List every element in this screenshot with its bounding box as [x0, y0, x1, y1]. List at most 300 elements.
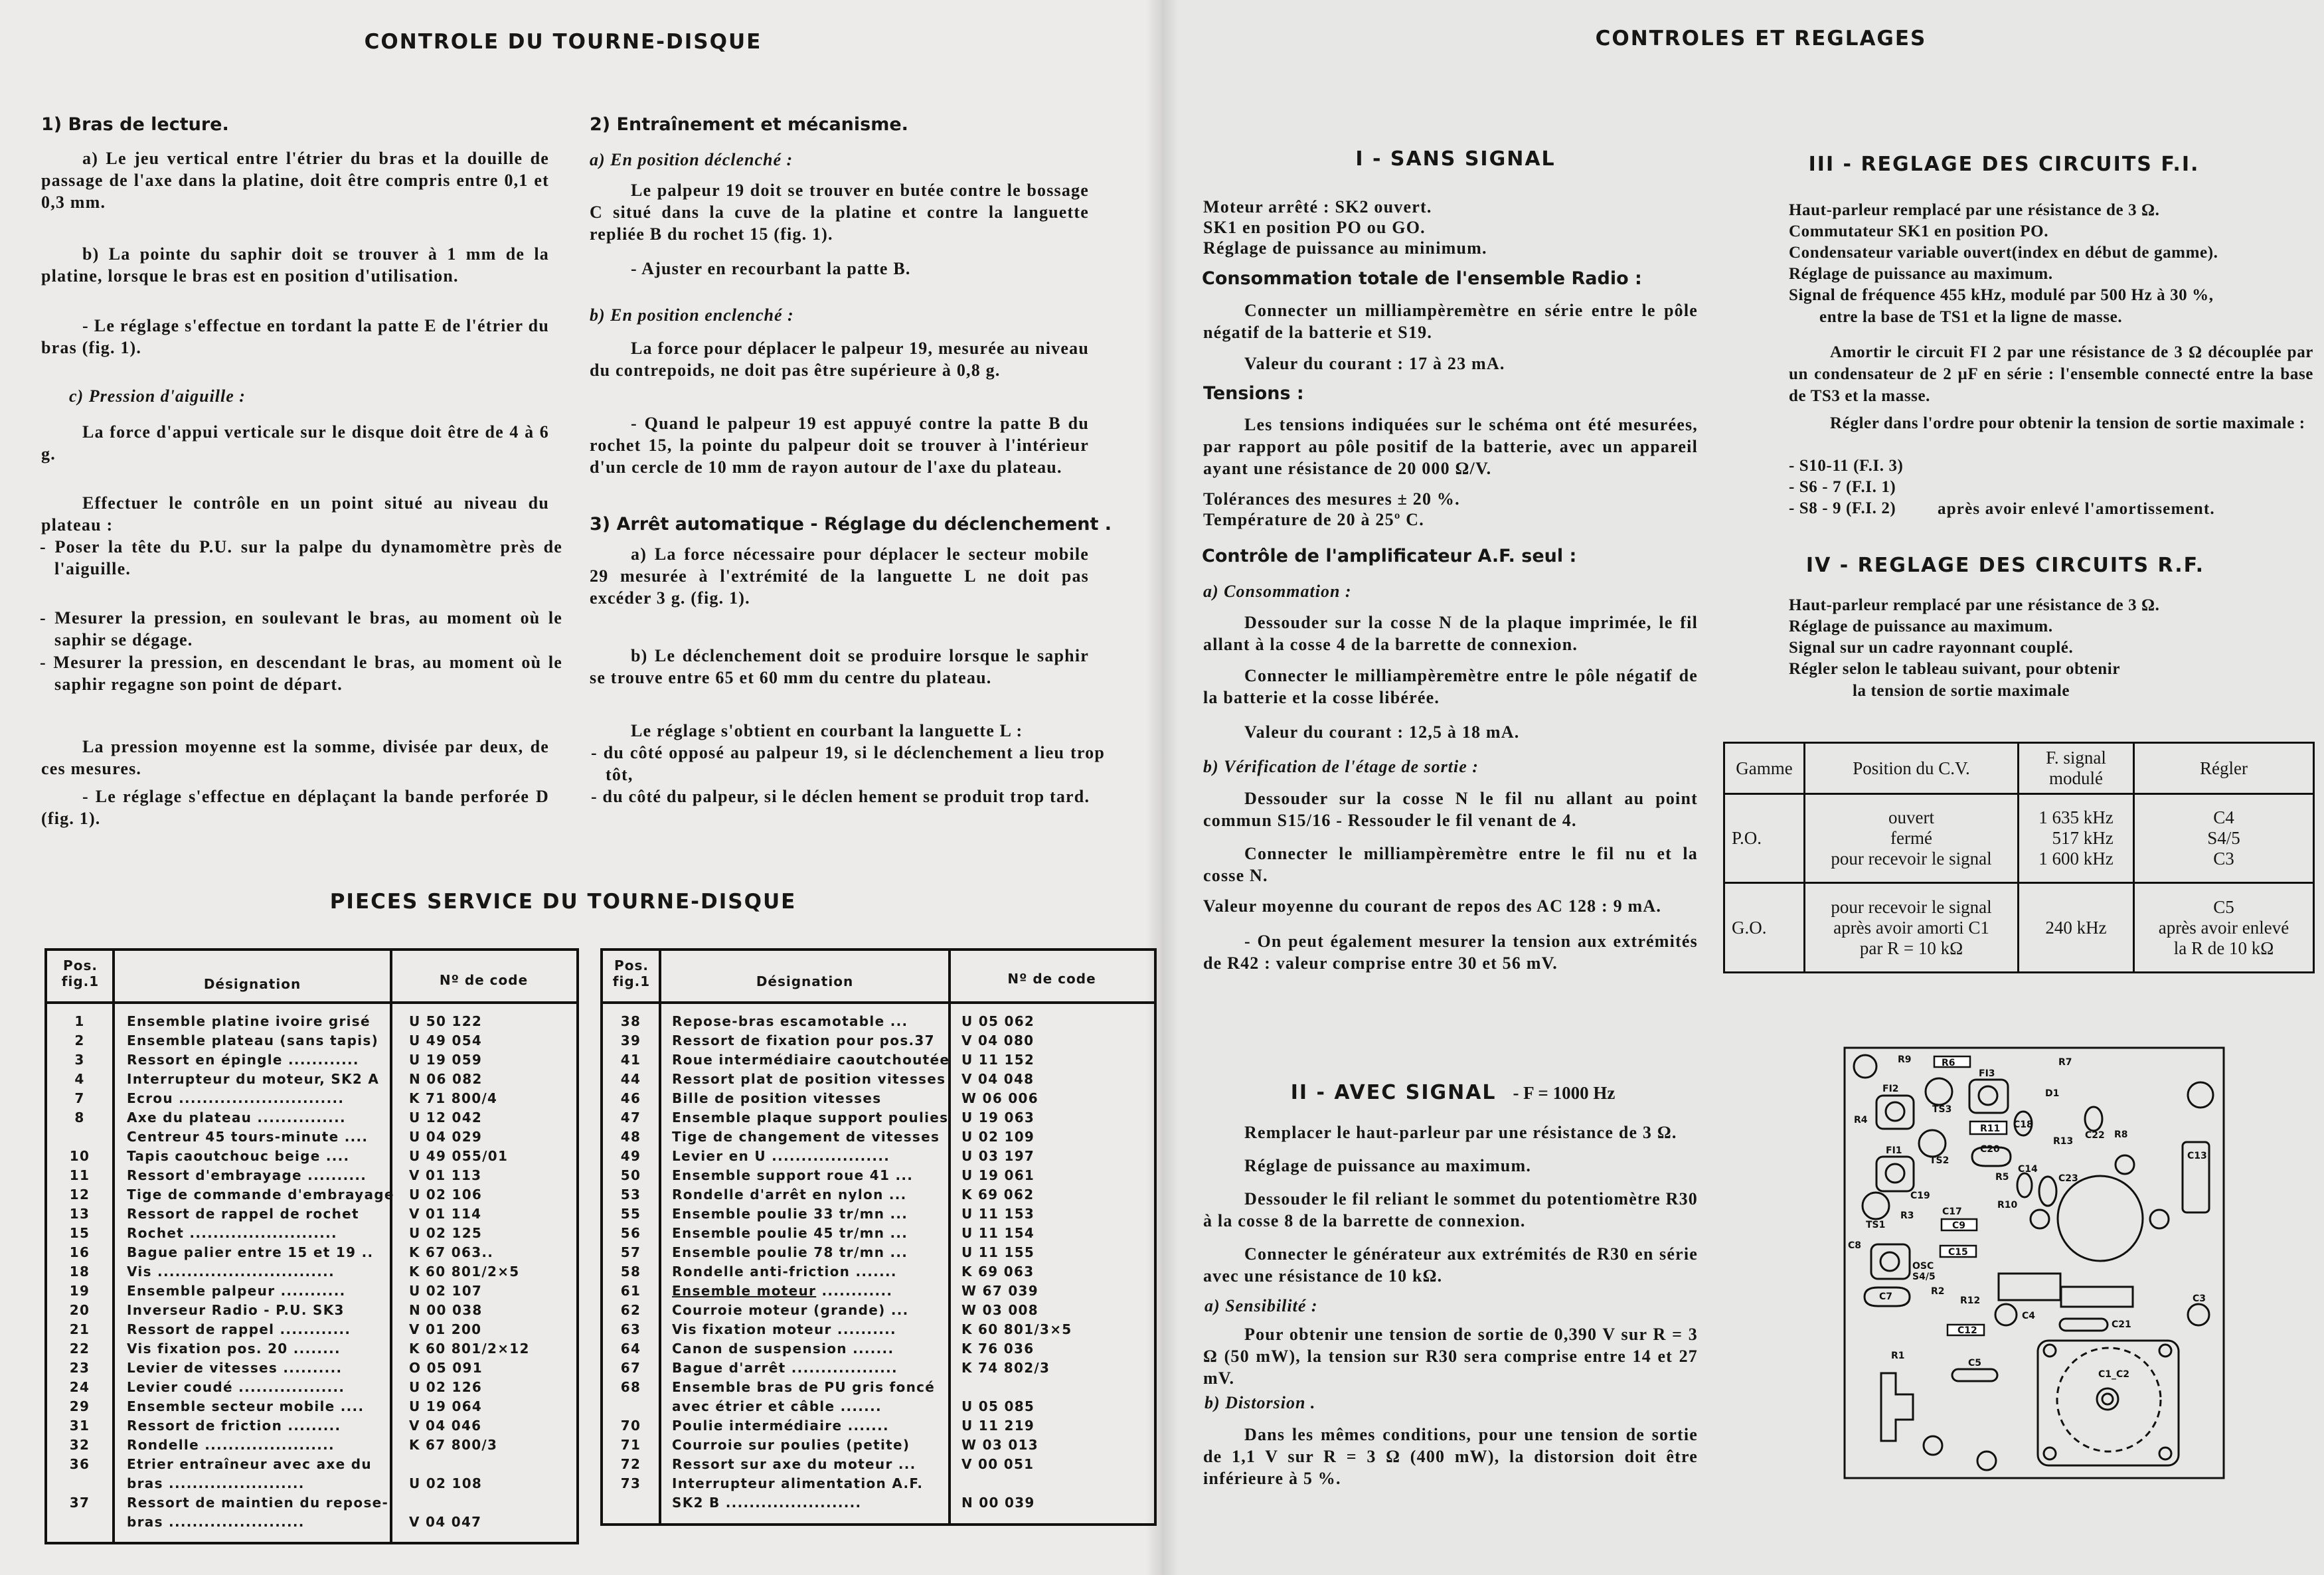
code-cell: U 02 125: [409, 1225, 483, 1241]
table-row: [603, 1493, 1154, 1513]
table-row: [47, 1397, 576, 1416]
current-value: Valeur du courant : 17 à 23 mA.: [1244, 354, 1505, 373]
code-cell: U 02 107: [409, 1283, 483, 1299]
paragraph: Remplacer le haut-parleur par une résistance de 3 Ω.: [1244, 1123, 1677, 1142]
subheading: b) En position enclenché :: [590, 305, 794, 325]
pos-cell: 20: [69, 1302, 90, 1318]
section-1-heading: 1) Bras de lecture.: [41, 114, 229, 135]
pos-cell: 32: [69, 1437, 90, 1453]
paragraph: Moteur arrêté : SK2 ouvert. SK1 en position PO ou GO. Réglage de puissance au minimum.: [1203, 197, 1487, 258]
current-value: Valeur du courant : 12,5 à 18 mA.: [1244, 722, 1520, 742]
pos-cell: 11: [69, 1167, 90, 1183]
header-code: Nº de code: [1007, 971, 1096, 987]
table-row: [47, 1493, 576, 1513]
code-cell: K 67 063..: [409, 1244, 494, 1260]
svg-text:R11: R11: [1980, 1123, 2001, 1134]
svg-text:OSC: OSC: [1912, 1261, 1934, 1272]
designation-cell: Rondelle ......................: [127, 1437, 335, 1453]
table-row: [603, 1320, 1154, 1339]
header-designation: Désignation: [756, 973, 854, 989]
pos-cell: 38: [620, 1013, 641, 1029]
designation-cell: Ressort d'embrayage ..........: [127, 1167, 367, 1183]
component-labels: [1848, 1054, 2207, 1380]
svg-text:C17: C17: [1942, 1206, 1962, 1217]
designation-cell: Ensemble secteur mobile ....: [127, 1398, 365, 1414]
table-row: [47, 1455, 576, 1474]
designation-cell: Ensemble plateau (sans tapis): [127, 1033, 379, 1048]
pos-cell: 37: [69, 1495, 90, 1511]
code-cell: U 05 085: [961, 1398, 1035, 1414]
svg-text:R10: R10: [1997, 1200, 2018, 1210]
svg-text:R7: R7: [2058, 1057, 2072, 1068]
designation-cell: Ressort de maintien du repose-: [127, 1495, 389, 1511]
svg-text:R4: R4: [1854, 1115, 1868, 1125]
parts-table-1: [44, 948, 579, 1544]
subheading: a) Sensibilité :: [1204, 1296, 1318, 1315]
svg-text:C7: C7: [1879, 1291, 1893, 1302]
svg-text:TS1: TS1: [1866, 1220, 1886, 1230]
paragraph: Dessouder sur la cosse N de la plaque imprimée, le fil allant à la cosse 4 de la barrette de connexion.: [1203, 613, 1698, 654]
table-body: [47, 1012, 576, 1532]
pos-cell: 15: [69, 1225, 90, 1241]
table-row: [47, 1262, 576, 1282]
code-cell: K 60 801/2×12: [409, 1341, 530, 1357]
section-2-heading: 2) Entraînement et mécanisme.: [590, 114, 908, 135]
paragraph: La force d'appui verticale sur le disque doit être de 4 à 6 g.: [41, 422, 549, 463]
designation-cell: Vis fixation pos. 20 ........: [127, 1341, 341, 1357]
designation-cell: Vis ..............................: [127, 1264, 335, 1280]
designation-cell: Centreur 45 tours-minute ....: [127, 1129, 369, 1145]
code-cell: K 60 801/3×5: [961, 1321, 1072, 1337]
designation-cell: Levier de vitesses ..........: [127, 1360, 343, 1376]
code-cell: U 19 064: [409, 1398, 483, 1414]
code-cell: V 04 048: [961, 1071, 1035, 1087]
pos-cell: 39: [620, 1033, 641, 1048]
designation-cell: bras .......................: [127, 1514, 305, 1530]
designation-cell: Ressort plat de position vitesses: [672, 1071, 946, 1087]
pos-cell: 62: [620, 1302, 641, 1318]
svg-text:R13: R13: [2053, 1136, 2074, 1147]
code-cell: N 00 039: [961, 1495, 1035, 1511]
svg-text:R8: R8: [2114, 1129, 2128, 1140]
table-row: [603, 1185, 1154, 1204]
code-cell: U 05 062: [961, 1013, 1035, 1029]
paragraph: - Le réglage s'effectue en déplaçant la bande perforée D (fig. 1).: [41, 787, 549, 828]
header-regler: Régler: [2200, 758, 2248, 778]
paragraph: b) Le déclenchement doit se produire lorsque le saphir se trouve entre 65 et 60 mm du centre du plateau.: [590, 646, 1089, 687]
header-pos: Pos. fig.1: [61, 957, 100, 989]
pos-cell: 18: [69, 1264, 90, 1280]
subheading: Consommation totale de l'ensemble Radio :: [1202, 268, 1642, 289]
svg-text:C14: C14: [2018, 1164, 2038, 1175]
pos-cell: 8: [74, 1110, 85, 1125]
pos-cell: 12: [69, 1187, 90, 1202]
cell-signal: 1 635 kHz 517 kHz 1 600 kHz: [2038, 807, 2114, 869]
pos-cell: 19: [69, 1283, 90, 1299]
table-row: [47, 1513, 576, 1532]
table-row: [47, 1166, 576, 1185]
code-cell: W 67 039: [961, 1283, 1038, 1299]
code-cell: N 06 082: [409, 1071, 483, 1087]
paragraph: après avoir enlevé l'amortissement.: [1938, 500, 2215, 518]
designation-cell: Courroie sur poulies (petite): [672, 1437, 910, 1453]
designation-cell: Bague palier entre 15 et 19 ..: [127, 1244, 374, 1260]
pos-cell: 70: [620, 1418, 641, 1434]
pos-cell: 16: [69, 1244, 90, 1260]
pos-cell: 2: [74, 1033, 85, 1048]
paragraph: - Le réglage s'effectue en tordant la patte E de l'étrier du bras (fig. 1).: [41, 316, 549, 357]
pos-cell: 24: [69, 1379, 90, 1395]
list-item: - Poser la tête du P.U. sur la palpe du dynamomètre près de l'aiguille.: [40, 537, 562, 578]
paragraph: Haut-parleur remplacé par une résistance de 3 Ω. Commutateur SK1 en position PO. Condensateur variable ouvert(index en début de gamme). Réglage de puissance au maximum. Signal de fréquence 455 kHz, modulé par 500 Hz à 30 %,: [1789, 201, 2218, 304]
table-row: [603, 1147, 1154, 1166]
header-code: Nº de code: [439, 972, 529, 988]
section-3-heading: 3) Arrêt automatique - Réglage du déclenchement .: [590, 514, 1112, 535]
pos-cell: 21: [69, 1321, 90, 1337]
right-page-title: CONTROLES ET REGLAGES: [1595, 27, 1927, 50]
paragraph: La pression moyenne est la somme, divisée par deux, de ces mesures.: [41, 737, 549, 778]
code-cell: U 02 108: [409, 1475, 483, 1491]
section-i-heading: I - SANS SIGNAL: [1355, 147, 1556, 171]
paragraph: - Quand le palpeur 19 est appuyé contre la patte B du rochet 15, la pointe du palpeur doit se trouver à l'intérieur d'un cercle de 10 mm de rayon autour de l'axe du plateau.: [590, 414, 1089, 477]
designation-cell: Interrupteur du moteur, SK2 A: [127, 1071, 380, 1087]
table-row: [603, 1031, 1154, 1050]
svg-text:S4/5: S4/5: [1912, 1272, 1936, 1282]
pos-cell: 41: [620, 1052, 641, 1068]
subheading: c) Pression d'aiguille :: [69, 386, 246, 406]
section-ii-frequency: - F = 1000 Hz: [1513, 1083, 1616, 1103]
table-row: [603, 1455, 1154, 1474]
code-cell: U 02 109: [961, 1129, 1035, 1145]
pos-cell: 58: [620, 1264, 641, 1280]
paragraph: Dessouder sur la cosse N le fil nu allant au point commun S15/16 - Ressouder le fil venant de 4.: [1203, 789, 1698, 830]
code-cell: U 11 154: [961, 1225, 1035, 1241]
svg-text:FI1: FI1: [1886, 1145, 1902, 1156]
table-row: [603, 1070, 1154, 1089]
table-row: [47, 1359, 576, 1378]
underlined-text: Ensemble moteur: [672, 1283, 817, 1299]
code-cell: K 67 800/3: [409, 1437, 498, 1453]
pos-cell: 67: [620, 1360, 641, 1376]
paragraph: Connecter le milliampèremètre entre le pôle négatif de la batterie et la cosse libérée.: [1203, 666, 1698, 707]
left-page-title: CONTROLE DU TOURNE-DISQUE: [364, 30, 762, 54]
code-cell: U 11 152: [961, 1052, 1035, 1068]
table-row: [47, 1031, 576, 1050]
current-value: Valeur moyenne du courant de repos des AC 128 : 9 mA.: [1203, 896, 1662, 916]
designation-cell: Repose-bras escamotable ...: [672, 1013, 908, 1029]
paragraph: b) La pointe du saphir doit se trouver à 1 mm de la platine, lorsque le bras est en position d'utilisation.: [41, 244, 549, 286]
table-row: [47, 1243, 576, 1262]
table-row: [603, 1397, 1154, 1416]
header-gamme: Gamme: [1736, 758, 1793, 778]
pos-cell: 4: [74, 1071, 85, 1087]
table-row: [47, 1147, 576, 1166]
code-cell: N 00 038: [409, 1302, 483, 1318]
pos-cell: 46: [620, 1090, 641, 1106]
code-cell: V 01 113: [409, 1167, 482, 1183]
svg-text:C22: C22: [2085, 1130, 2105, 1141]
pos-cell: 55: [620, 1206, 641, 1222]
svg-text:C8: C8: [1848, 1240, 1862, 1251]
code-cell: U 50 122: [409, 1013, 483, 1029]
pos-cell: 23: [69, 1360, 90, 1376]
table-row: [47, 1070, 576, 1089]
svg-text:C18: C18: [2013, 1119, 2033, 1130]
pos-cell: 71: [620, 1437, 641, 1453]
table-row: [47, 1089, 576, 1108]
cell-regler: C4 S4/5 C3: [2207, 807, 2240, 869]
section-ii-title: II - AVEC SIGNAL: [1290, 1081, 1497, 1104]
pos-cell: 36: [69, 1456, 90, 1472]
cell-position: pour recevoir le signal après avoir amorti C1 par R = 10 kΩ: [1831, 896, 1992, 958]
table-row: [603, 1301, 1154, 1320]
designation-cell: Levier coudé ..................: [127, 1379, 345, 1395]
code-cell: U 11 153: [961, 1206, 1035, 1222]
pos-cell: 13: [69, 1206, 90, 1222]
circuit-board-diagram: [1839, 1042, 2324, 1575]
svg-text:D1: D1: [2045, 1088, 2060, 1099]
svg-text:R1: R1: [1891, 1351, 1905, 1361]
designation-cell: Vis fixation moteur ..........: [672, 1321, 896, 1337]
svg-text:R5: R5: [1995, 1172, 2009, 1183]
code-cell: K 69 062: [961, 1187, 1035, 1202]
board-outline: [1845, 1048, 2224, 1478]
subheading: b) Distorsion .: [1204, 1393, 1316, 1412]
table-header: [603, 951, 1154, 1004]
header-pos: Pos. fig.1: [612, 957, 651, 989]
adjust-steps: - S10-11 (F.I. 3) - S6 - 7 (F.I. 1) - S8 - 9 (F.I. 2): [1789, 457, 1904, 517]
pos-cell: 3: [74, 1052, 85, 1068]
code-cell: U 02 126: [409, 1379, 483, 1395]
designation-cell: Ensemble bras de PU gris foncé: [672, 1379, 936, 1395]
designation-cell: Bague d'arrêt ..................: [672, 1360, 898, 1376]
table-row: [603, 1378, 1154, 1397]
designation-cell: Ensemble palpeur ...........: [127, 1283, 346, 1299]
table-row: [47, 1282, 576, 1301]
code-cell: U 19 061: [961, 1167, 1035, 1183]
svg-text:R12: R12: [1960, 1295, 1981, 1306]
designation-cell: Tapis caoutchouc beige ....: [127, 1148, 350, 1164]
designation-cell: Ressort de rappel ............: [127, 1321, 351, 1337]
paragraph: Tolérances des mesures ± 20 %. Température de 20 à 25º C.: [1203, 489, 1460, 529]
code-cell: K 71 800/4: [409, 1090, 498, 1106]
svg-text:C12: C12: [1957, 1325, 1977, 1336]
designation-cell: Ressort sur axe du moteur ...: [672, 1456, 916, 1472]
table-row: [603, 1224, 1154, 1243]
table-row: [603, 1339, 1154, 1359]
paragraph: Pour obtenir une tension de sortie de 0,390 V sur R = 3 Ω (50 mW), la tension sur R30 sera comprise entre 14 et 27 mV.: [1203, 1325, 1698, 1388]
pos-cell: 7: [74, 1090, 85, 1106]
code-cell: U 11 219: [961, 1418, 1035, 1434]
cell-gamme: G.O.: [1732, 917, 1767, 938]
svg-text:C4: C4: [2022, 1311, 2036, 1321]
table-row: [47, 1436, 576, 1455]
pos-cell: 22: [69, 1341, 90, 1357]
paragraph: Dans les mêmes conditions, pour une tension de sortie de 1,1 V sur R = 3 Ω (400 mW), la distorsion doit être inférieure à 5 %.: [1203, 1425, 1698, 1488]
subheading: a) Consommation :: [1203, 582, 1352, 601]
list-item: - du côté opposé au palpeur 19, si le déclenchement a lieu trop tôt,: [591, 743, 1105, 784]
svg-text:C13: C13: [2187, 1151, 2207, 1161]
code-cell: O 05 091: [409, 1360, 483, 1376]
pos-cell: 47: [620, 1110, 641, 1125]
pos-cell: 31: [69, 1418, 90, 1434]
paragraph: Haut-parleur remplacé par une résistance de 3 Ω. Réglage de puissance au maximum. Signal sur un cadre rayonnant couplé. Régler selon le tableau suivant, pour obtenir: [1789, 596, 2160, 678]
code-cell: V 04 046: [409, 1418, 482, 1434]
paragraph: - Ajuster en recourbant la patte B.: [631, 259, 911, 278]
table-row: [47, 1416, 576, 1436]
pos-cell: 48: [620, 1129, 641, 1145]
designation-cell: Poulie intermédiaire .......: [672, 1418, 889, 1434]
cell-signal: 240 kHz: [2045, 917, 2107, 938]
table-row: [603, 1282, 1154, 1301]
svg-text:C3: C3: [2193, 1293, 2206, 1304]
table-row: [603, 1012, 1154, 1031]
table-row: [603, 1089, 1154, 1108]
pos-cell: 73: [620, 1475, 641, 1491]
pos-cell: 53: [620, 1187, 641, 1202]
svg-text:R9: R9: [1898, 1054, 1912, 1065]
svg-text:TS3: TS3: [1932, 1104, 1952, 1115]
header-designation: Désignation: [203, 976, 301, 992]
subheading: a) En position déclenché :: [590, 150, 793, 169]
designation-cell: Ressort en épingle ............: [127, 1052, 359, 1068]
designation-cell: Ressort de friction .........: [127, 1418, 341, 1434]
table-row: [603, 1474, 1154, 1493]
table-row: [603, 1166, 1154, 1185]
table-row: [603, 1262, 1154, 1282]
code-cell: V 01 114: [409, 1206, 482, 1222]
svg-text:C20: C20: [1980, 1144, 2000, 1155]
table-row: [47, 1378, 576, 1397]
designation-cell: Ensemble moteur ............: [672, 1283, 893, 1299]
pos-cell: 61: [620, 1283, 641, 1299]
code-cell: V 04 080: [961, 1033, 1035, 1048]
table-row: [47, 1185, 576, 1204]
paragraph: la tension de sortie maximale: [1853, 682, 2070, 700]
designation-cell: avec étrier et câble .......: [672, 1398, 882, 1414]
code-cell: U 49 054: [409, 1033, 483, 1048]
code-cell: U 11 155: [961, 1244, 1035, 1260]
pos-cell: 49: [620, 1148, 641, 1164]
designation-cell: bras .......................: [127, 1475, 305, 1491]
designation-cell: Axe du plateau ...............: [127, 1110, 346, 1125]
designation-cell: Tige de commande d'embrayage: [127, 1187, 394, 1202]
pos-cell: 68: [620, 1379, 641, 1395]
svg-text:TS2: TS2: [1930, 1155, 1950, 1166]
code-cell: U 04 029: [409, 1129, 483, 1145]
pos-cell: 63: [620, 1321, 641, 1337]
table-row: [47, 1301, 576, 1320]
rf-adjust-table: [1723, 742, 2315, 973]
table-row: [603, 1050, 1154, 1070]
designation-cell: Ressort de rappel de rochet: [127, 1206, 359, 1222]
table-row: [47, 1050, 576, 1070]
designation-cell: Canon de suspension .......: [672, 1341, 894, 1357]
paragraph: Les tensions indiquées sur le schéma ont été mesurées, par rapport au pôle positif de la batterie, avec un appareil ayant une résistance de 20 000 Ω/V.: [1203, 415, 1698, 478]
designation-cell: Rondelle d'arrêt en nylon ...: [672, 1187, 907, 1202]
designation-cell: Ecrou ............................: [127, 1090, 345, 1106]
table-row: [47, 1474, 576, 1493]
paragraph: Amortir le circuit FI 2 par une résistance de 3 Ω découplée par un condensateur de 2 µF en série : l'ensemble connecté entre la base de TS3 et la masse.: [1789, 343, 2313, 405]
designation-cell: Courroie moteur (grande) ...: [672, 1302, 909, 1318]
designation-cell: Tige de changement de vitesses: [672, 1129, 940, 1145]
paragraph: Réglage de puissance au maximum.: [1244, 1156, 1532, 1175]
cell-position: ouvert fermé pour recevoir le signal: [1831, 807, 1992, 869]
code-cell: U 12 042: [409, 1110, 483, 1125]
svg-text:FI2: FI2: [1882, 1084, 1899, 1094]
designation-cell: Roue intermédiaire caoutchoutée: [672, 1052, 950, 1068]
header-position: Position du C.V.: [1853, 758, 1970, 778]
table-row: [47, 1224, 576, 1243]
paragraph: Connecter le générateur aux extrémités de R30 en série avec une résistance de 10 kΩ.: [1203, 1244, 1698, 1285]
designation-cell: Ensemble poulie 78 tr/mn ...: [672, 1244, 908, 1260]
code-cell: U 19 059: [409, 1052, 483, 1068]
designation-cell: Ressort de fixation pour pos.37: [672, 1033, 935, 1048]
cell-gamme: P.O.: [1732, 828, 1762, 848]
list-item: - Mesurer la pression, en soulevant le bras, au moment où le saphir se dégage.: [40, 608, 562, 649]
section-iv-heading: IV - REGLAGE DES CIRCUITS R.F.: [1805, 554, 2205, 577]
code-cell: K 60 801/2×5: [409, 1264, 520, 1280]
svg-text:C5: C5: [1968, 1358, 1982, 1368]
paragraph: Le palpeur 19 doit se trouver en butée contre le bossage C situé dans la cuve de la platine et contre la languette repliée B du rochet 15 (fig. 1).: [590, 181, 1089, 244]
subheading: Contrôle de l'amplificateur A.F. seul :: [1202, 546, 1577, 566]
svg-text:R3: R3: [1900, 1210, 1914, 1221]
subheading: Tensions :: [1203, 383, 1304, 404]
paragraph: Le réglage s'obtient en courbant la languette L :: [631, 721, 1023, 740]
svg-text:R2: R2: [1931, 1286, 1945, 1297]
svg-text:R6: R6: [1942, 1058, 1955, 1068]
paragraph: Effectuer le contrôle en un point situé au niveau du plateau :: [41, 493, 549, 535]
table-row: [47, 1108, 576, 1127]
code-cell: U 03 197: [961, 1148, 1035, 1164]
designation-cell: Ensemble support roue 41 ...: [672, 1167, 914, 1183]
table-row: [603, 1243, 1154, 1262]
designation-cell: Ensemble plaque support poulies: [672, 1110, 949, 1125]
pos-cell: 72: [620, 1456, 641, 1472]
designation-cell: Bille de position vitesses: [672, 1090, 882, 1106]
designation-cell: Rondelle anti-friction .......: [672, 1264, 897, 1280]
svg-text:C19: C19: [1910, 1191, 1930, 1201]
paragraph: Régler dans l'ordre pour obtenir la tension de sortie maximale :: [1830, 414, 2305, 432]
svg-text:C23: C23: [2058, 1173, 2078, 1184]
designation-cell: Ensemble poulie 45 tr/mn ...: [672, 1225, 908, 1241]
pos-cell: 50: [620, 1167, 641, 1183]
subheading: b) Vérification de l'étage de sortie :: [1203, 757, 1479, 776]
code-cell: V 00 051: [961, 1456, 1035, 1472]
code-cell: V 01 200: [409, 1321, 482, 1337]
paragraph: a) La force nécessaire pour déplacer le secteur mobile 29 mesurée à l'extrémité de la languette L ne doit pas excéder 3 g. (fig. 1).: [590, 544, 1089, 608]
code-cell: U 02 106: [409, 1187, 483, 1202]
pos-cell: 44: [620, 1071, 641, 1087]
list-item: - Mesurer la pression, en descendant le bras, au moment où le saphir regagne son point de départ.: [40, 653, 562, 694]
table-row: [603, 1359, 1154, 1378]
paragraph: - On peut également mesurer la tension aux extrémités de R42 : valeur comprise entre 30 et 56 mV.: [1203, 932, 1698, 973]
cell-regler: C5 après avoir enlevé la R de 10 kΩ: [2158, 896, 2289, 958]
code-cell: U 19 063: [961, 1110, 1035, 1125]
pos-cell: 10: [69, 1148, 90, 1164]
code-cell: K 74 802/3: [961, 1360, 1050, 1376]
list-item: - du côté du palpeur, si le déclen hement se produit trop tard.: [591, 787, 1090, 806]
code-cell: W 03 008: [961, 1302, 1038, 1318]
designation-cell: Rochet .........................: [127, 1225, 337, 1241]
designation-cell: Etrier entraîneur avec axe du: [127, 1456, 372, 1472]
section-iii-heading: III - REGLAGE DES CIRCUITS F.I.: [1808, 153, 2200, 176]
table-row: [603, 1416, 1154, 1436]
code-cell: K 69 063: [961, 1264, 1035, 1280]
paragraph: Connecter le milliampèremètre entre le fil nu et la cosse N.: [1203, 844, 1698, 885]
code-cell: W 03 013: [961, 1437, 1038, 1453]
parts-table-2: [600, 948, 1157, 1526]
